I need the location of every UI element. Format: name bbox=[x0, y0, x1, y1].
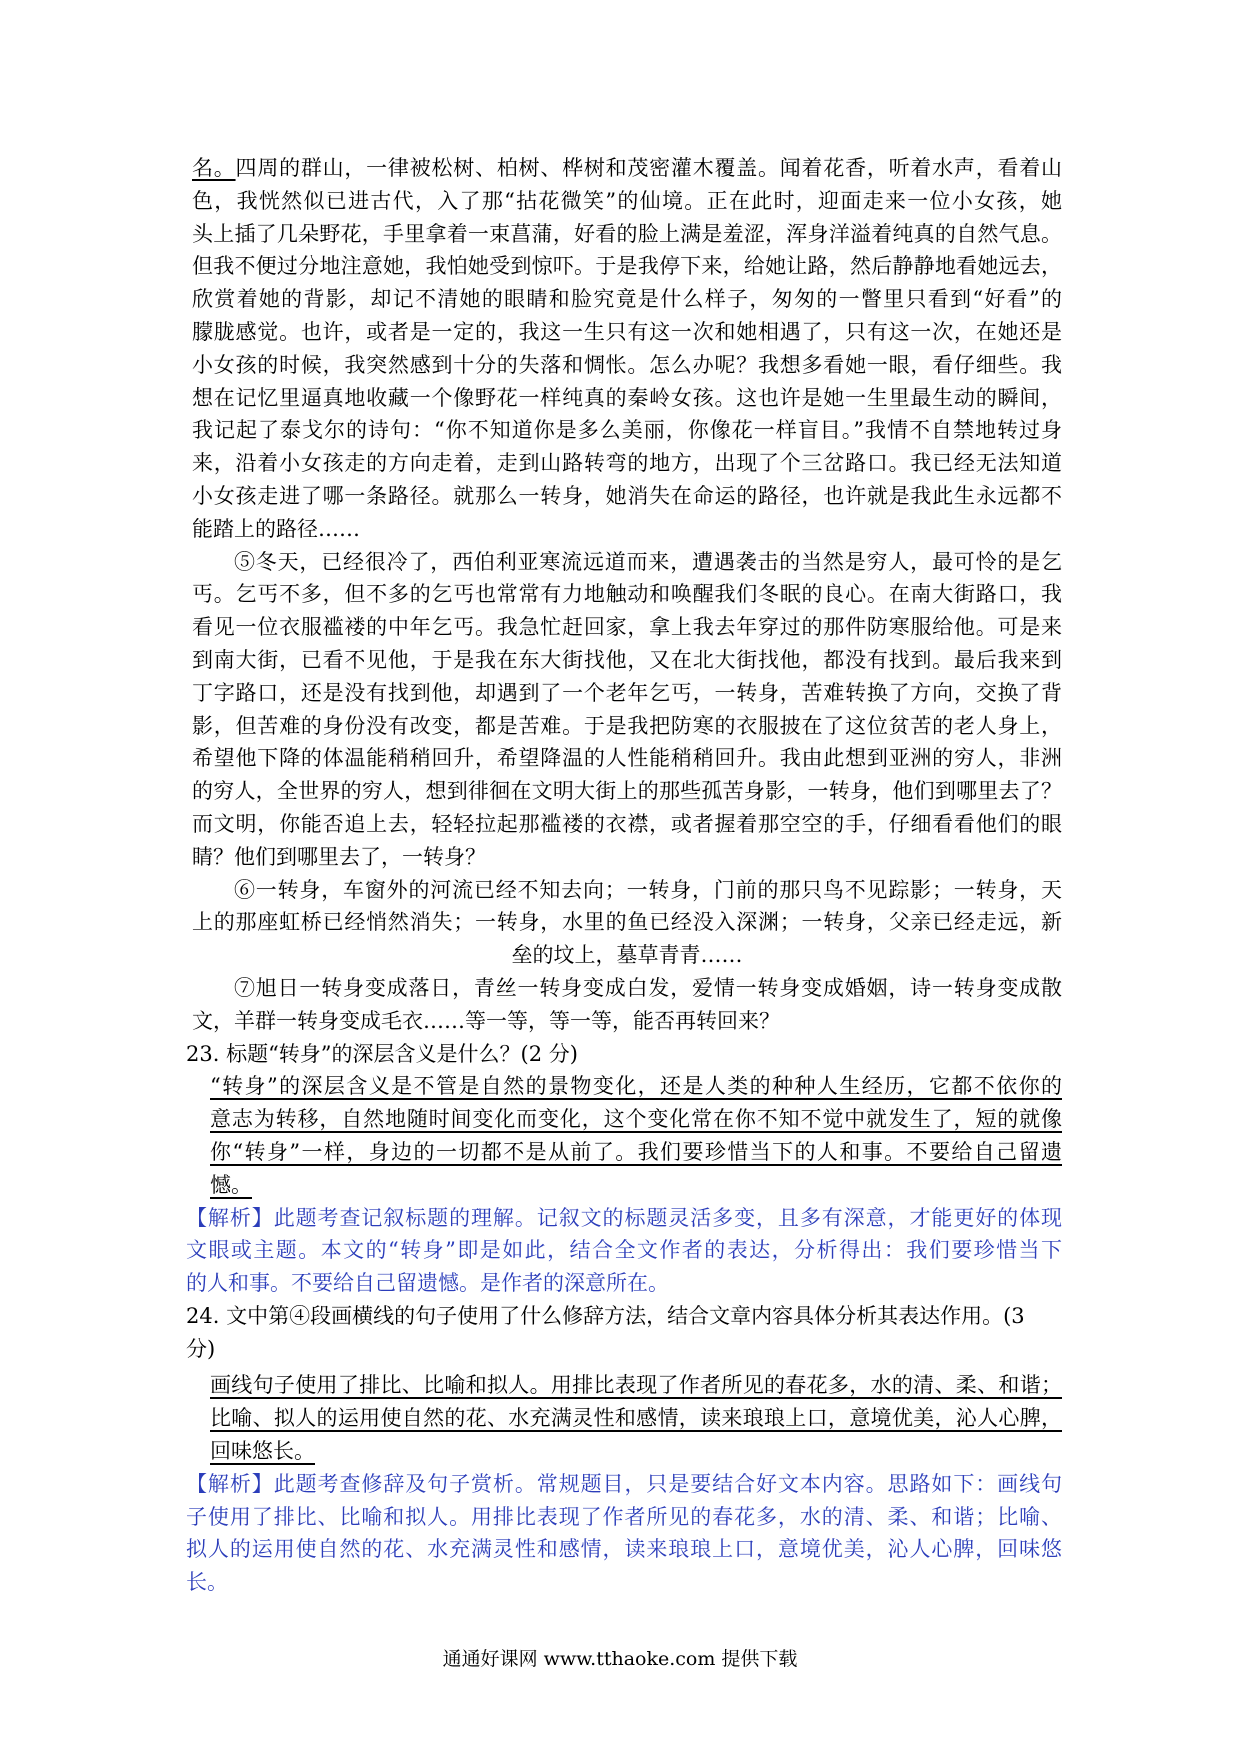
text-line: ⑥一转身，车窗外的河流已经不知去向；一转身，门前的那只鸟不见踪影；一转身，天 bbox=[234, 877, 1062, 902]
question-text: 分) bbox=[186, 1336, 216, 1361]
text-line: 的穷人，全世界的穷人，想到徘徊在文明大街上的那些孤苦身影，一转身，他们到哪里去了？ bbox=[192, 779, 1062, 804]
paragraph-4-tail bbox=[192, 152, 1062, 546]
text-line: 色，我恍然似已进古代，入了那“拈花微笑”的仙境。正在此时，迎面走来一位小女孩，她 bbox=[192, 188, 1062, 213]
text-line: 能踏上的路径…… bbox=[192, 516, 360, 541]
text-line: ⑤冬天，已经很冷了，西伯利亚寒流远道而来，遭遇袭击的当然是穷人，最可怜的是乞 bbox=[234, 549, 1062, 574]
paragraph-7 bbox=[192, 972, 1062, 1038]
text-line: 小女孩的时候，我突然感到十分的失落和惆怅。怎么办呢？我想多看她一眼，看仔细些。我 bbox=[192, 352, 1062, 377]
text-line: 而文明，你能否追上去，轻轻拉起那褴褛的衣襟，或者握着那空空的手，仔细看看他们的眼 bbox=[192, 811, 1062, 836]
text-segment: 四周的群山，一律被松树、柏树、桦树和茂密灌木覆盖。闻着花香，听着水声，看着山 bbox=[235, 156, 1063, 180]
underlined-word: 名。 bbox=[192, 156, 236, 180]
text-line: ⑦旭日一转身变成落日，青丝一转身变成白发，爱情一转身变成婚姻，诗一转身变成散 bbox=[234, 975, 1062, 1000]
analysis-block bbox=[186, 1468, 1062, 1599]
answer-block bbox=[192, 1365, 1062, 1467]
analysis-text: 此题考查记叙标题的理解。记叙文的标题灵活多变，且多有深意，才能更好的体现 bbox=[273, 1205, 1063, 1230]
text-line: 想在记忆里逼真地收藏一个像野花一样纯真的秦岭女孩。这也许是她一生里最生动的瞬间， bbox=[192, 385, 1062, 410]
text-line: 看见一位衣服褴褛的中年乞丐。我急忙赶回家，拿上我去年穿过的那件防寒服给他。可是来 bbox=[192, 615, 1062, 640]
analysis-line: 长。 bbox=[186, 1570, 228, 1595]
paragraph-5 bbox=[192, 546, 1062, 874]
answer-line: “转身”的深层含义是不管是自然的景物变化，还是人类的种种人生经历，它都不依你的 bbox=[210, 1074, 1062, 1099]
text-line: 来，沿着小女孩走的方向走着，走到山路转弯的地方，出现了个三岔路口。我已经无法知道 bbox=[192, 451, 1062, 476]
text-line: 垒的坟上，墓草青青…… bbox=[511, 943, 743, 968]
answer-line: 你“转身”一样，身边的一切都不是从前了。我们要珍惜当下的人和事。不要给自己留遗 bbox=[210, 1139, 1062, 1164]
document-page bbox=[186, 152, 1063, 1599]
question-text: 24. 文中第④段画横线的句子使用了什么修辞方法，结合文章内容具体分析其表达作用。(3 bbox=[186, 1303, 1025, 1328]
answer-line: 憾。 bbox=[210, 1172, 252, 1197]
page-footer: 通通好课网 www.tthaoke.com 提供下载 bbox=[442, 1648, 798, 1670]
analysis-line bbox=[186, 1202, 1062, 1235]
text-line: 小女孩走进了哪一条路径。就那么一转身，她消失在命运的路径，也许就是我此生永远都不 bbox=[192, 483, 1062, 508]
text-line: 影，但苦难的身份没有改变，都是苦难。于是我把防寒的衣服披在了这位贫苦的老人身上， bbox=[192, 713, 1062, 738]
analysis-block bbox=[186, 1202, 1062, 1300]
text-line: 睛？他们到哪里去了，一转身？ bbox=[192, 844, 486, 869]
text-line: 希望他下降的体温能稍稍回升，希望降温的人性能稍稍回升。我由此想到亚洲的穷人，非洲 bbox=[192, 746, 1062, 771]
answer-block bbox=[192, 1070, 1062, 1201]
text-line bbox=[192, 152, 1062, 185]
text-line: 文，羊群一转身变成毛衣……等一等，等一等，能否再转回来？ bbox=[192, 1008, 780, 1033]
analysis-line: 拟人的运用使自然的花、水充满灵性和感情，读来琅琅上口，意境优美，沁人心脾，回味悠 bbox=[186, 1537, 1062, 1562]
answer-line: 意志为转移，自然地随时间变化而变化，这个变化常在你不知不觉中就发生了，短的就像 bbox=[210, 1107, 1062, 1132]
answer-line: 比喻、拟人的运用使自然的花、水充满灵性和感情，读来琅琅上口，意境优美，沁人心脾， bbox=[210, 1406, 1062, 1431]
analysis-line: 的人和事。不要给自己留遗憾。是作者的深意所在。 bbox=[186, 1271, 669, 1296]
analysis-tag: 【解析】 bbox=[186, 1471, 274, 1496]
text-line: 头上插了几朵野花，手里拿着一束菖蒲，好看的脸上满是羞涩，浑身洋溢着纯真的自然气息。 bbox=[192, 221, 1062, 246]
question-24 bbox=[186, 1300, 1063, 1599]
text-line: 丐。乞丐不多，但不多的乞丐也常常有力地触动和唤醒我们冬眠的良心。在南大街路口，我 bbox=[192, 582, 1062, 607]
analysis-text: 此题考查修辞及句子赏析。常规题目，只是要结合好文本内容。思路如下：画线句 bbox=[273, 1471, 1063, 1496]
text-line: 朦胧感觉。也许，或者是一定的，我这一生只有这一次和她相遇了，只有这一次，在她还是 bbox=[192, 319, 1062, 344]
text-line: 到南大街，已看不见他，于是我在东大街找他，又在北大街找他，都没有找到。最后我来到 bbox=[192, 647, 1062, 672]
analysis-line: 子使用了排比、比喻和拟人。用排比表现了作者所见的春花多，水的清、柔、和谐；比喻、 bbox=[186, 1504, 1062, 1529]
paragraph-6 bbox=[192, 874, 1062, 972]
analysis-line: 文眼或主题。本文的“转身”即是如此，结合全文作者的表达，分析得出：我们要珍惜当下 bbox=[186, 1238, 1062, 1263]
text-line: 欣赏着她的背影，却记不清她的眼睛和脸究竟是什么样子，匆匆的一瞥里只看到“好看”的 bbox=[192, 287, 1062, 312]
analysis-tag: 【解析】 bbox=[186, 1205, 274, 1230]
question-23 bbox=[186, 1038, 1063, 1300]
answer-line: 画线句子使用了排比、比喻和拟人。用排比表现了作者所见的春花多，水的清、柔、和谐； bbox=[210, 1373, 1062, 1398]
analysis-line bbox=[186, 1468, 1062, 1501]
text-line: 上的那座虹桥已经悄然消失；一转身，水里的鱼已经没入深渊；一转身，父亲已经走远，新 bbox=[192, 910, 1062, 935]
answer-line: 回味悠长。 bbox=[210, 1439, 315, 1464]
text-line: 我记起了泰戈尔的诗句：“你不知道你是多么美丽，你像花一样盲目。”我情不自禁地转过身 bbox=[192, 418, 1062, 443]
question-text: 23. 标题“转身”的深层含义是什么？(2 分) bbox=[186, 1041, 578, 1066]
text-line: 丁字路口，还是没有找到他，却遇到了一个老年乞丐，一转身，苦难转换了方向，交换了背 bbox=[192, 680, 1062, 705]
text-line: 但我不便过分地注意她，我怕她受到惊吓。于是我停下来，给她让路，然后静静地看她远去， bbox=[192, 254, 1062, 279]
